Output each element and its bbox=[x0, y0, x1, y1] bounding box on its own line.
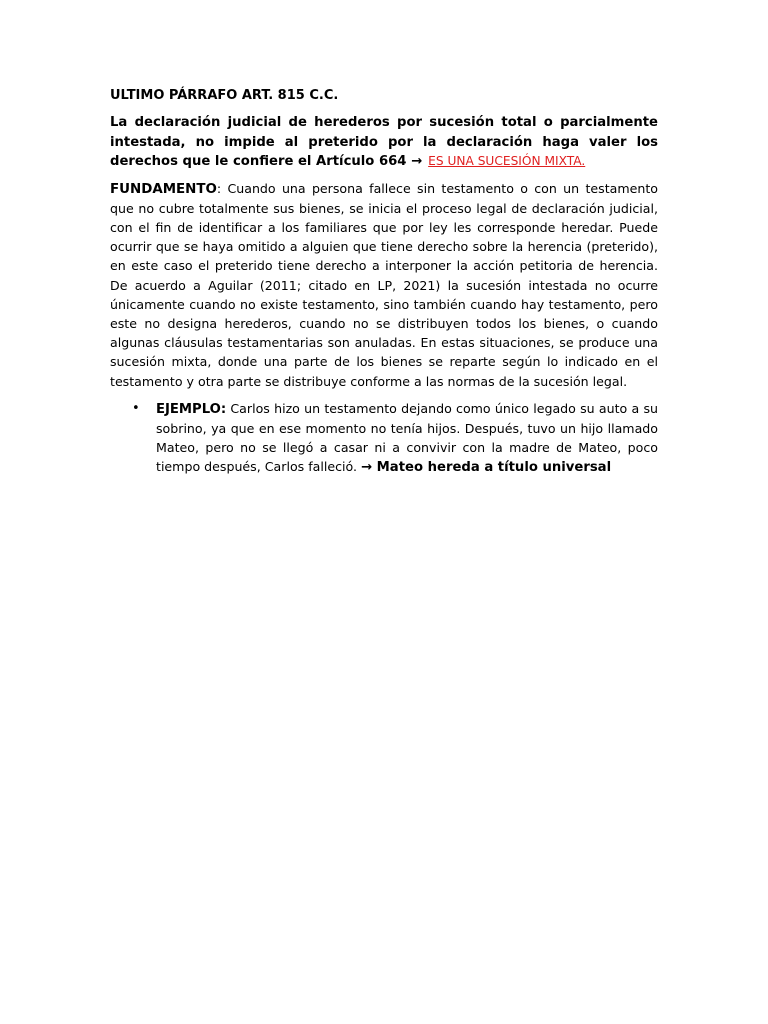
lead-paragraph bbox=[110, 113, 658, 172]
ejemplo-list bbox=[110, 399, 658, 478]
ejemplo-result: Mateo hereda a título universal bbox=[372, 460, 612, 476]
document-heading: ULTIMO PÁRRAFO ART. 815 C.C. bbox=[110, 88, 339, 103]
fundamento-paragraph bbox=[110, 179, 658, 391]
bullet-icon: • bbox=[132, 400, 140, 416]
fundamento-text: : Cuando una persona fallece sin testamento o con un testamento que no cubre totalmente sus bienes, se inicia el proceso legal de declaración judicial, con el fin de identificar a los familiares que por ley les corresponde heredar. Puede ocurrir que se haya omitido a alguien que tiene derecho sobre la herencia (preterido), en este caso el preterido tiene derecho a interponer la acción petitoria de herencia. De acuerdo a Aguilar (2011; citado en LP, 2021) la sucesión intestada no ocurre únicamente cuando no existe testamento, sino también cuando hay testamento, pero este no designa herederos, cuando no se distribuyen todos los bienes, o cuando algunas cláusulas testamentarias son anuladas. En estas situaciones, se produce una sucesión mixta, donde una parte de los bienes se reparte según lo indicado en el testamento y otra parte se distribuye conforme a las normas de la sucesión legal. bbox=[110, 180, 658, 389]
lead-text: La declaración judicial de herederos por sucesión total o parcialmente intestada, no impide al preterido por la declaración haga valer los derechos que le confiere el Artículo 664 bbox=[110, 115, 658, 169]
ejemplo-label: EJEMPLO: bbox=[156, 401, 227, 417]
ejemplo-text: Carlos hizo un testamento dejando como único legado su auto a su sobrino, ya que en ese momento no tenía hijos. Después, tuvo un hijo llamado Mateo, pero no se llegó a casar ni a convivir con la madre de Mateo, poco tiempo después, Carlos falleció. bbox=[156, 400, 658, 475]
mixta-highlight: ES UNA SUCESIÓN MIXTA. bbox=[428, 154, 586, 168]
list-item bbox=[132, 399, 658, 478]
arrow-right-icon: → bbox=[361, 460, 373, 476]
arrow-right-icon: → bbox=[411, 154, 423, 169]
fundamento-label: FUNDAMENTO bbox=[110, 181, 217, 197]
document-page bbox=[110, 86, 658, 478]
